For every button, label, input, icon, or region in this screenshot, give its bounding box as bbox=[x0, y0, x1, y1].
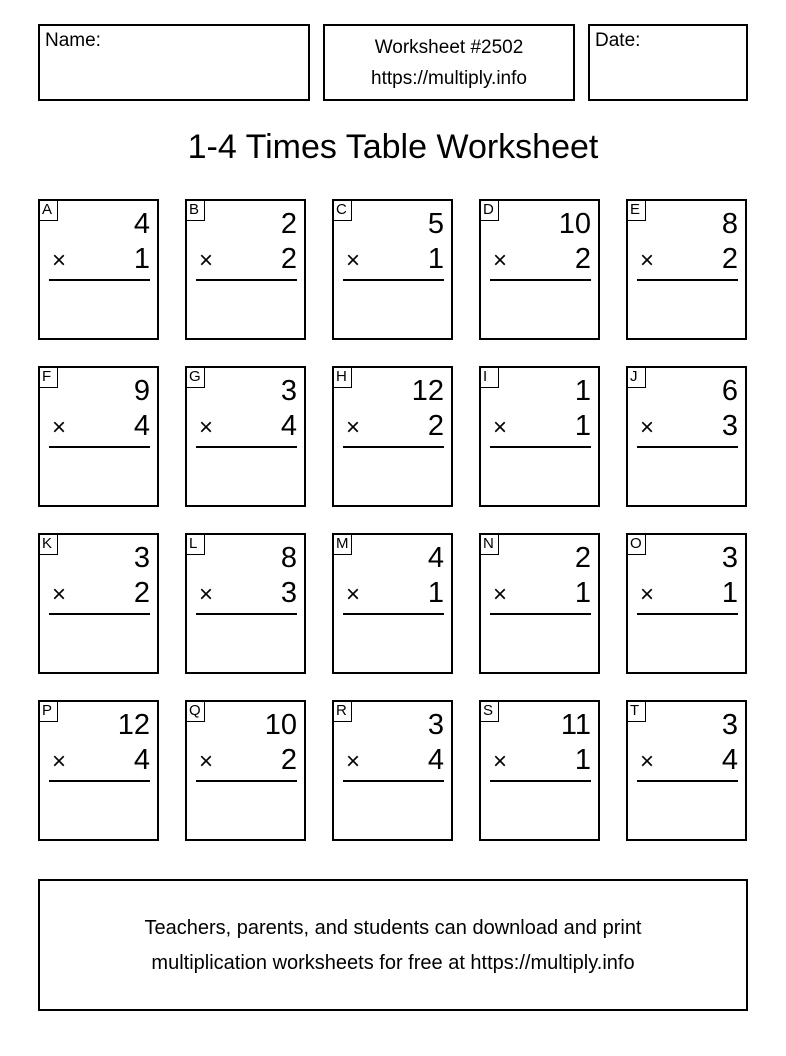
times-sign: × bbox=[199, 414, 214, 441]
multiplier: 2 bbox=[133, 577, 150, 609]
multiplier: 2 bbox=[280, 243, 297, 275]
multiplicand: 2 bbox=[280, 208, 297, 240]
problem-b bbox=[185, 199, 306, 340]
multiplier: 1 bbox=[574, 410, 591, 442]
multiplicand: 4 bbox=[427, 542, 444, 574]
multiplier: 1 bbox=[427, 243, 444, 275]
problem-r bbox=[332, 700, 453, 841]
multiplier: 4 bbox=[280, 410, 297, 442]
answer-line bbox=[196, 446, 297, 448]
problem-letter: S bbox=[480, 701, 499, 722]
problem-q bbox=[185, 700, 306, 841]
multiplier: 1 bbox=[574, 577, 591, 609]
multiplicand: 4 bbox=[133, 208, 150, 240]
problem-g bbox=[185, 366, 306, 507]
times-sign: × bbox=[346, 748, 361, 775]
name-label: Name: bbox=[45, 30, 101, 51]
times-sign: × bbox=[493, 414, 508, 441]
multiplicand: 10 bbox=[558, 208, 591, 240]
problem-letter: P bbox=[39, 701, 58, 722]
multiplicand: 3 bbox=[721, 709, 738, 741]
problem-t bbox=[626, 700, 747, 841]
multiplier: 3 bbox=[280, 577, 297, 609]
problem-letter: F bbox=[39, 367, 58, 388]
answer-line bbox=[196, 780, 297, 782]
answer-line bbox=[490, 780, 591, 782]
multiplier: 4 bbox=[721, 744, 738, 776]
problem-letter: J bbox=[627, 367, 646, 388]
problem-letter: O bbox=[627, 534, 646, 555]
multiplicand: 9 bbox=[133, 375, 150, 407]
problem-j bbox=[626, 366, 747, 507]
multiplier: 1 bbox=[721, 577, 738, 609]
problem-letter: C bbox=[333, 200, 352, 221]
problem-letter: R bbox=[333, 701, 352, 722]
problem-letter: I bbox=[480, 367, 499, 388]
footer-text-line-2: multiplication worksheets for free at https://multiply.info bbox=[151, 952, 635, 974]
multiplier: 1 bbox=[133, 243, 150, 275]
problem-letter: Q bbox=[186, 701, 205, 722]
problem-d bbox=[479, 199, 600, 340]
problem-a bbox=[38, 199, 159, 340]
answer-line bbox=[343, 613, 444, 615]
problem-letter: T bbox=[627, 701, 646, 722]
multiplier: 4 bbox=[133, 744, 150, 776]
times-sign: × bbox=[640, 748, 655, 775]
times-sign: × bbox=[199, 581, 214, 608]
multiplicand: 3 bbox=[721, 542, 738, 574]
multiplier: 4 bbox=[427, 744, 444, 776]
multiplier: 2 bbox=[574, 243, 591, 275]
date-label: Date: bbox=[595, 30, 641, 51]
answer-line bbox=[490, 613, 591, 615]
problem-letter: E bbox=[627, 200, 646, 221]
worksheet-url: https://multiply.info bbox=[371, 68, 527, 89]
multiplicand: 8 bbox=[721, 208, 738, 240]
times-sign: × bbox=[493, 581, 508, 608]
multiplier: 3 bbox=[721, 410, 738, 442]
problem-p bbox=[38, 700, 159, 841]
problem-letter: A bbox=[39, 200, 58, 221]
answer-line bbox=[637, 446, 738, 448]
times-sign: × bbox=[52, 581, 67, 608]
times-sign: × bbox=[640, 581, 655, 608]
problem-i bbox=[479, 366, 600, 507]
times-sign: × bbox=[199, 247, 214, 274]
multiplicand: 2 bbox=[574, 542, 591, 574]
problem-o bbox=[626, 533, 747, 674]
multiplier: 4 bbox=[133, 410, 150, 442]
problem-c bbox=[332, 199, 453, 340]
times-sign: × bbox=[346, 247, 361, 274]
answer-line bbox=[196, 613, 297, 615]
times-sign: × bbox=[493, 247, 508, 274]
multiplicand: 12 bbox=[411, 375, 444, 407]
times-sign: × bbox=[52, 247, 67, 274]
answer-line bbox=[343, 446, 444, 448]
multiplicand: 1 bbox=[574, 375, 591, 407]
date-box bbox=[588, 24, 748, 101]
answer-line bbox=[637, 780, 738, 782]
problem-letter: D bbox=[480, 200, 499, 221]
answer-line bbox=[49, 279, 150, 281]
problem-letter: H bbox=[333, 367, 352, 388]
times-sign: × bbox=[493, 748, 508, 775]
problem-e bbox=[626, 199, 747, 340]
answer-line bbox=[637, 279, 738, 281]
multiplicand: 6 bbox=[721, 375, 738, 407]
problem-letter: K bbox=[39, 534, 58, 555]
problem-h bbox=[332, 366, 453, 507]
times-sign: × bbox=[52, 414, 67, 441]
multiplier: 2 bbox=[427, 410, 444, 442]
multiplicand: 3 bbox=[133, 542, 150, 574]
answer-line bbox=[490, 446, 591, 448]
footer-box bbox=[38, 879, 748, 1011]
worksheet-info-box bbox=[323, 24, 575, 101]
answer-line bbox=[343, 279, 444, 281]
times-sign: × bbox=[346, 414, 361, 441]
times-sign: × bbox=[346, 581, 361, 608]
problem-letter: G bbox=[186, 367, 205, 388]
times-sign: × bbox=[52, 748, 67, 775]
page-title: 1-4 Times Table Worksheet bbox=[187, 128, 599, 166]
problem-n bbox=[479, 533, 600, 674]
multiplicand: 11 bbox=[560, 709, 591, 741]
multiplicand: 3 bbox=[280, 375, 297, 407]
times-sign: × bbox=[640, 247, 655, 274]
problem-letter: M bbox=[333, 534, 352, 555]
answer-line bbox=[490, 279, 591, 281]
problem-m bbox=[332, 533, 453, 674]
name-box bbox=[38, 24, 310, 101]
multiplicand: 10 bbox=[264, 709, 297, 741]
problem-l bbox=[185, 533, 306, 674]
multiplicand: 12 bbox=[117, 709, 150, 741]
problem-s bbox=[479, 700, 600, 841]
problem-letter: L bbox=[186, 534, 205, 555]
multiplier: 1 bbox=[574, 744, 591, 776]
problem-letter: N bbox=[480, 534, 499, 555]
multiplier: 1 bbox=[427, 577, 444, 609]
multiplicand: 8 bbox=[280, 542, 297, 574]
answer-line bbox=[637, 613, 738, 615]
multiplicand: 5 bbox=[427, 208, 444, 240]
multiplier: 2 bbox=[280, 744, 297, 776]
answer-line bbox=[49, 613, 150, 615]
answer-line bbox=[49, 780, 150, 782]
times-sign: × bbox=[199, 748, 214, 775]
worksheet-number: Worksheet #2502 bbox=[374, 37, 524, 58]
answer-line bbox=[49, 446, 150, 448]
times-sign: × bbox=[640, 414, 655, 441]
answer-line bbox=[196, 279, 297, 281]
multiplicand: 3 bbox=[427, 709, 444, 741]
answer-line bbox=[343, 780, 444, 782]
multiplier: 2 bbox=[721, 243, 738, 275]
footer-text-line-1: Teachers, parents, and students can download and print bbox=[144, 917, 642, 939]
problem-k bbox=[38, 533, 159, 674]
problem-letter: B bbox=[186, 200, 205, 221]
problem-f bbox=[38, 366, 159, 507]
